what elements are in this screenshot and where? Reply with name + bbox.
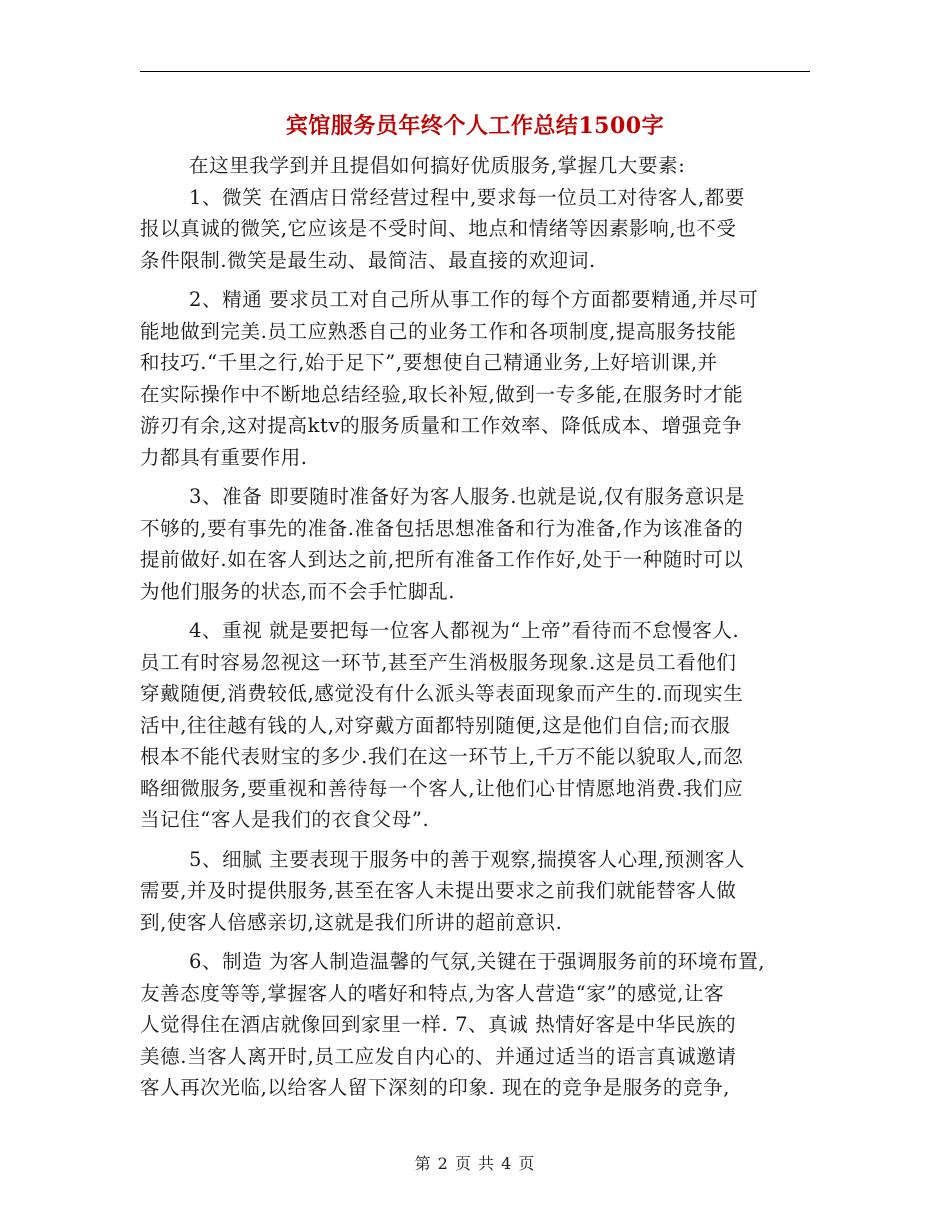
intro-line: 在这里我学到并且提倡如何搞好优质服务,掌握几大要素: (189, 154, 686, 177)
item-3-line: 不够的,要有事先的准备.准备包括思想准备和行为准备,作为该准备的 (140, 516, 744, 540)
item-5-line: 到,使客人倍感亲切,这就是我们所讲的超前意识. (140, 910, 563, 934)
item-7-line: 美德.当客人离开时,员工应发自内心的、并通过适当的语言真诚邀请 (140, 1044, 737, 1068)
document-body (140, 150, 810, 1104)
item-4-line: 根本不能代表财宝的多少.我们在这一环节上,千万不能以貌取人,而忽 (140, 745, 744, 768)
item-4-line: 略细微服务,要重视和善待每一个客人,让他们心甘情愿地消费.我们应 (140, 776, 744, 800)
item-7-line: 客人再次光临,以给客人留下深刻的印象. 现在的竞争是服务的竞争, (140, 1076, 730, 1099)
item-6-line: 人觉得住在酒店就像回到家里一样. 7、真诚 热情好客是中华民族的 (140, 1013, 737, 1036)
item-6-line: 6、制造 为客人制造温馨的气氛,关键在于强调服务前的环境布置, (189, 950, 766, 973)
item-2-line: 在实际操作中不断地总结经验,取长补短,做到一专多能,在服务时才能 (140, 382, 744, 406)
header-rule (140, 71, 810, 72)
item-6-line: 友善态度等等,掌握客人的嗜好和特点,为客人营造“家”的感觉,让客 (140, 981, 725, 1005)
item-4-line: 穿戴随便,消费较低,感觉没有什么派头等表面现象而产生的.而现实生 (140, 682, 744, 705)
item-2-line: 游刃有余,这对提高ktv的服务质量和工作效率、降低成本、增强竞争 (140, 414, 743, 437)
item-5-line: 需要,并及时提供服务,甚至在客人未提出要求之前我们就能替客人做 (140, 879, 737, 902)
item-3-line: 为他们服务的状态,而不会手忙脚乱. (140, 579, 456, 603)
item-4-line: 当记住“客人是我们的衣食父母”. (140, 808, 430, 831)
item-1-line: 条件限制.微笑是最生动、最简洁、最直接的欢迎词. (140, 248, 596, 272)
item-4-line: 员工有时容易忽视这一环节,甚至产生消极服务现象.这是员工看他们 (140, 650, 737, 674)
item-2-line: 和技巧.“千里之行,始于足下”,要想使自己精通业务,上好培训课,并 (140, 351, 718, 374)
document-title: 宾馆服务员年终个人工作总结1500字 (285, 113, 665, 139)
item-2-line: 2、精通 要求员工对自己所从事工作的每个方面都要精通,并尽可 (189, 288, 759, 311)
item-2-line: 能地做到完美.员工应熟悉自己的业务工作和各项制度,提高服务技能 (140, 319, 737, 343)
item-3-line: 提前做好.如在客人到达之前,把所有准备工作作好,处于一种随时可以 (140, 548, 744, 571)
item-5-line: 5、细腻 主要表现于服务中的善于观察,揣摸客人心理,预测客人 (189, 847, 746, 871)
page-number-footer: 第 2 页 共 4 页 (414, 1154, 536, 1173)
item-2-line: 力都具有重要作用. (140, 445, 308, 469)
item-1-line: 1、微笑 在酒店日常经营过程中,要求每一位员工对待客人,都要 (189, 185, 746, 209)
item-1-line: 报以真诚的微笑,它应该是不受时间、地点和情绪等因素影响,也不受 (140, 217, 737, 240)
item-3-line: 3、准备 即要随时准备好为客人服务.也就是说,仅有服务意识是 (189, 485, 746, 508)
item-4-line: 活中,往往越有钱的人,对穿戴方面都特别随便,这是他们自信;而衣服 (140, 713, 731, 737)
item-4-line: 4、重视 就是要把每一位客人都视为“上帝”看待而不怠慢客人. (189, 619, 740, 642)
